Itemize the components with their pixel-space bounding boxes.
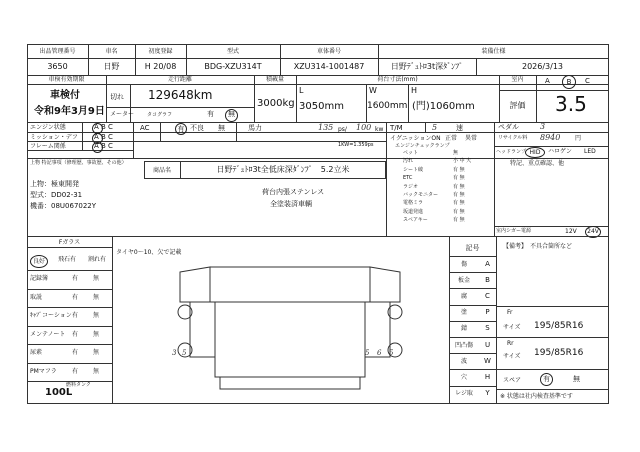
header-label-first-reg: 初度登録 — [148, 47, 173, 55]
equipment-item-value: 有 無 — [453, 200, 465, 207]
glass-crack: 割れ有 — [88, 256, 107, 263]
engine-check-lamp: エンジンチェックランプ — [395, 143, 450, 149]
spare-no: 無 — [573, 375, 580, 383]
first-registration: H 20/08 — [144, 61, 177, 71]
left-list-v2: 無 — [93, 367, 100, 375]
hp-value: 135 — [318, 123, 334, 132]
meter-no-circled: 無 — [225, 109, 238, 122]
tm-unit: 速 — [456, 124, 463, 132]
legend-code: S — [485, 324, 490, 333]
left-list-label: 取説 — [30, 293, 43, 301]
rr-size-label: サイズ — [503, 353, 521, 360]
row-divider — [27, 307, 112, 308]
col-divider — [236, 122, 237, 141]
row3-divider — [27, 150, 133, 151]
frame-grade-mark — [92, 142, 103, 153]
footer-note: ※ 状態は社内検査基準です — [500, 393, 573, 400]
header-label-spec: 装備仕様 — [481, 47, 506, 55]
left-list-v1: 有 — [72, 312, 79, 319]
equipment-item-value: 有 無 — [453, 183, 465, 190]
hp-label: 馬力 — [248, 124, 262, 132]
interior-grade-b-circled: B — [562, 75, 576, 89]
ac-bad: 不良 — [190, 124, 204, 132]
chassis-number: XZU314-1001487 — [293, 61, 365, 71]
legend-code: A — [485, 259, 490, 268]
tire-note: タイヤ0〜10、欠で記載 — [116, 249, 182, 256]
rr-size-value: 195/85R16 — [534, 348, 584, 358]
row-divider — [27, 344, 112, 345]
left-list-v1: 有 — [72, 330, 79, 338]
mileage-divider — [106, 107, 254, 108]
bed-w-label: W — [369, 86, 377, 95]
bed-length: 3050mm — [299, 101, 344, 112]
mission-grade: A B C — [94, 133, 113, 141]
spec-note-2: 全塗装済車輌 — [270, 200, 312, 208]
left-list-v1: 有 — [72, 275, 79, 282]
row-divider — [496, 306, 609, 307]
kw-unit: kw — [375, 126, 384, 133]
legend-code: B — [485, 275, 490, 284]
upper-maker-value: 極東開発 — [51, 180, 79, 188]
bed-height: (門)1060mm — [412, 101, 475, 112]
col-divider — [408, 84, 409, 122]
auction-date: 2026/3/13 — [521, 61, 564, 71]
legend-code: Y — [485, 389, 490, 398]
fr-size-value: 195/85R16 — [534, 321, 584, 331]
pedal-value: 3 — [540, 122, 546, 131]
model-code: BDG-XZU314T — [204, 61, 262, 71]
ignition-normal: 正常 — [445, 135, 458, 142]
bed-size-label: 荷台寸法(mm) — [377, 76, 418, 83]
col-divider — [82, 122, 83, 150]
glass-chip: 飛石有 — [58, 256, 77, 263]
legend-code: P — [485, 308, 490, 317]
inspection-label: 車検有効期限 — [48, 76, 85, 83]
row-divider — [27, 247, 112, 248]
equipment-item-value: 無 — [453, 150, 459, 156]
fuel-tank-value: 100L — [45, 387, 73, 398]
product-name: 日野ﾃﾞｭﾄﾛ3t全低床深ﾀﾞﾝﾌﾟ 5.2立米 — [216, 165, 350, 174]
left-list-v2: 無 — [93, 330, 100, 338]
upper-serial-value: 08U067022Y — [51, 202, 97, 210]
kw-conversion-note: 1KW=1.359ps — [338, 142, 374, 148]
left-list-v2: 無 — [93, 312, 100, 319]
engine-grade: A B C — [94, 123, 113, 131]
upper-model-label: 型式： — [30, 191, 51, 199]
cigar-label: 室内シガー電源 — [496, 228, 532, 234]
remarks-label: 【備考】 — [503, 243, 528, 250]
equipment-item-value: 小 中 大 — [453, 158, 472, 165]
header-label-model: 型式 — [226, 47, 239, 55]
row-divider — [496, 369, 609, 370]
spec-note-1: 荷台内張ステンレス — [262, 188, 325, 196]
hp-unit: ps/ — [338, 126, 347, 133]
col-divider — [425, 122, 426, 132]
row-divider — [27, 289, 112, 290]
headlight-led: LED — [584, 148, 596, 155]
header-label-chassis: 車体番号 — [316, 47, 341, 55]
ignition-label: イグニッションON — [390, 135, 441, 142]
pedal-label: ペダル — [498, 123, 519, 131]
col-divider — [160, 122, 161, 141]
legend-key: 凹凸傷 — [454, 341, 473, 349]
capacity-value: 3000kg — [257, 98, 295, 109]
col-divider — [386, 158, 387, 236]
remarks-note: 不具合箇所など — [530, 243, 573, 250]
legend-code: U — [484, 340, 491, 349]
rear-panel — [220, 377, 360, 389]
legend-code: W — [484, 356, 491, 365]
left-list-v1: 有 — [72, 293, 79, 301]
legend-code: H — [484, 372, 491, 381]
legend-key: 板金 — [457, 276, 470, 284]
recycle-unit: 円 — [575, 135, 582, 142]
left-list-v2: 無 — [93, 275, 100, 282]
left-list-label: 記録簿 — [30, 275, 49, 282]
mission-label: ミッション・デフ — [30, 134, 78, 141]
col-divider — [536, 75, 537, 122]
frame-grade: A B C — [94, 142, 113, 150]
meter-yes: 有 — [207, 110, 214, 118]
mileage-change-label: 切れ — [110, 93, 124, 101]
equipment-item-value: 有 無 — [453, 217, 465, 224]
cab-top — [210, 267, 370, 302]
score-value: 3.5 — [555, 92, 587, 116]
frame-label: フレーム関係 — [30, 143, 66, 150]
tm-value: 5 — [432, 123, 438, 132]
ac-label: AC — [140, 124, 150, 132]
ac-no: 無 — [218, 124, 225, 132]
fuel-tank-label: 燃料タンク — [66, 382, 91, 388]
equipment-item-label: シート破 — [403, 166, 424, 173]
spare-yes-circled: 有 — [540, 373, 553, 386]
equipment-item-label: 坂道発進 — [403, 208, 424, 215]
cigar-12v: 12V — [565, 228, 577, 235]
mileage-value: 129648km — [148, 88, 213, 102]
equipment-item-label: 汚れ — [403, 158, 414, 165]
legend-title: 記号 — [465, 243, 480, 252]
legend-code: C — [485, 291, 490, 300]
tire-reading-rl: 3 — [172, 349, 177, 357]
lot-number: 3650 — [47, 61, 68, 71]
left-side — [190, 302, 215, 357]
col-divider — [386, 122, 387, 158]
legend-key: 腐 — [460, 292, 467, 300]
row-divider — [496, 389, 609, 390]
spec-value: 日野ﾃﾞｭﾄﾛ3t深ﾀﾞﾝﾌﾟ — [390, 61, 464, 71]
legend-key: レジ取 — [455, 390, 473, 398]
meter-type: タコグラフ — [147, 112, 173, 118]
fr-size-label: サイズ — [503, 324, 521, 331]
truck-diagram — [160, 262, 420, 402]
inspection-status: 車検付 — [50, 90, 80, 101]
equipment-item-label: バックモニター — [403, 192, 439, 198]
upper-serial — [30, 202, 96, 211]
row3-divider — [27, 158, 609, 159]
tire-reading-rr: 5 — [365, 349, 370, 357]
rr-label: Rr — [507, 340, 514, 347]
row3-divider — [27, 141, 386, 142]
left-list-v2: 無 — [93, 349, 100, 356]
interior-grade-a: A — [545, 77, 550, 85]
legend-key: 傷 — [460, 260, 467, 268]
upper-serial-label: 機番： — [30, 202, 51, 210]
mileage-label: 走行距離 — [167, 76, 192, 83]
score-label: 評価 — [509, 101, 526, 110]
headlight-halogen: ハロゲン — [548, 148, 572, 155]
legend-key: 穴 — [460, 373, 467, 381]
fr-label: Fr — [507, 309, 513, 316]
glass-good-circled: 良好 — [30, 255, 48, 268]
left-list-v2: 無 — [93, 293, 100, 301]
cigar-24v-circled: 24V — [585, 226, 601, 238]
tire-reading-rr3: 5 — [389, 349, 394, 357]
legend-key: 波 — [460, 357, 467, 365]
equipment-item-label: スペアキー — [403, 217, 428, 224]
equipment-header: 上物 特記事項（修理歴、事故歴、その他） — [30, 160, 127, 166]
row-divider — [27, 326, 112, 327]
bed-l-label: L — [299, 86, 304, 95]
recycle-label: リサイクル料 — [498, 135, 528, 141]
windshield-label: Fガラス — [58, 238, 81, 246]
headlight-hid-circled: HID — [525, 147, 545, 158]
engine-label: エンジン状態 — [30, 124, 66, 131]
bed-width: 1600mm — [367, 101, 408, 111]
bed — [215, 302, 365, 377]
ignition-abnormal: 異常 — [465, 135, 478, 142]
upper-model-value: DD02-31 — [51, 191, 83, 199]
front-left-cab — [180, 267, 210, 302]
row-divider — [27, 363, 112, 364]
bed-h-label: H — [411, 86, 418, 95]
spare-label: スペア — [503, 377, 522, 384]
meter-label: メーター — [110, 111, 135, 118]
col-divider — [496, 236, 497, 404]
col-divider — [494, 122, 495, 158]
row-divider — [27, 270, 112, 271]
product-name-label: 商品名 — [152, 166, 171, 174]
upper-model — [30, 191, 82, 200]
kw-value: 100 — [356, 123, 372, 132]
equipment-item-value: 有 無 — [453, 192, 465, 198]
header-label-car: 車名 — [105, 47, 118, 55]
car-name: 日野 — [103, 61, 120, 71]
left-list-v1: 有 — [72, 367, 79, 375]
tire-reading-rr2: 6 — [377, 349, 382, 357]
equipment-item-label: ラジオ — [403, 183, 419, 190]
upper-maker-label-text: 上物： — [30, 180, 51, 188]
equipment-item-value: 有 無 — [453, 208, 465, 215]
row2-sub-divider — [27, 84, 609, 85]
equipment-item-label: ETC — [403, 175, 413, 182]
front-right-cab — [370, 267, 400, 302]
col-divider — [133, 122, 134, 158]
recycle-value: 8940 — [540, 133, 561, 142]
left-list-label: PMマフラ — [30, 367, 57, 375]
tm-label: T/M — [390, 124, 403, 132]
headlight-label: ヘッドランプ — [496, 149, 527, 155]
lower-divider — [27, 236, 609, 237]
equipment-item-label: ペット — [403, 150, 419, 156]
row-divider — [496, 337, 609, 338]
left-list-label: 尿素 — [30, 349, 43, 356]
row-divider — [494, 146, 609, 147]
equipment-item-label: 電格ミラ — [403, 200, 424, 207]
inspection-expiry: 令和9年3月9日 — [34, 106, 105, 117]
interior-grade-c: C — [585, 77, 590, 85]
interior-label: 室内 — [511, 76, 524, 83]
legend-key: 錆 — [460, 325, 467, 333]
left-list-label: ｷｬﾌﾞコーション — [30, 312, 72, 319]
tire-reading-rl2: 5 — [182, 349, 187, 357]
equipment-item-value: 有 無 — [453, 175, 465, 182]
equipment-item-value: 有 無 — [453, 166, 465, 173]
header-label-lot: 出品管理番号 — [39, 47, 76, 55]
col-divider — [112, 236, 113, 404]
upper-maker-label — [30, 180, 79, 189]
left-list-label: メンテノート — [30, 330, 66, 338]
col-divider — [494, 158, 495, 236]
legend-key: 塗 — [460, 309, 467, 317]
capacity-label: 積載量 — [265, 76, 284, 83]
ac-yes-circled: 有 — [175, 123, 187, 135]
special-check-label: 特記、重点確認、他 — [510, 160, 565, 167]
left-list-v1: 有 — [72, 349, 79, 356]
